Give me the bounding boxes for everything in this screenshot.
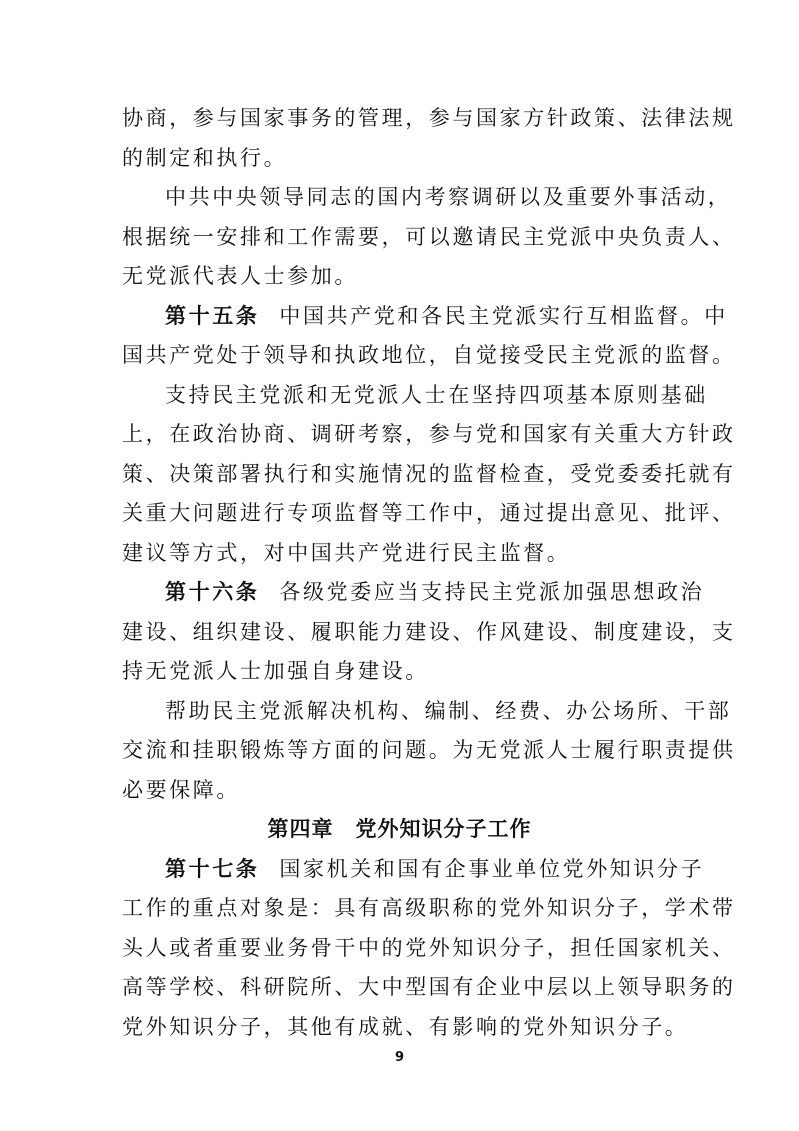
paragraph-line: 持无党派人士加强自身建设。 — [122, 659, 429, 683]
chapter-title: 第四章 党外知识分子工作 — [267, 817, 532, 841]
paragraph-line: 关重大问题进行专项监督等工作中，通过提出意见、批评、 — [122, 501, 736, 525]
paragraph-line: 协商，参与国家事务的管理，参与国家方针政策、法律法规 — [122, 106, 736, 130]
paragraph-line: 无党派代表人士参加。 — [122, 264, 358, 288]
paragraph-line: 工作的重点对象是：具有高级职称的党外知识分子，学术带 — [122, 896, 736, 920]
article-16-heading: 第十六条 — [165, 580, 260, 604]
paragraph-line: 中共中央领导同志的国内考察调研以及重要外事活动， — [165, 185, 732, 209]
paragraph-line: 策、决策部署执行和实施情况的监督检查，受党委委托就有 — [122, 462, 736, 486]
article-16-text: 各级党委应当支持民主党派加强思想政治 — [279, 580, 705, 604]
article-17-first-line — [165, 855, 704, 883]
paragraph-line: 上，在政治协商、调研考察，参与党和国家有关重大方针政 — [122, 422, 736, 446]
paragraph-line: 高等学校、科研院所、大中型国有企业中层以上领导职务的 — [122, 975, 736, 999]
paragraph-line: 建设、组织建设、履职能力建设、作风建设、制度建设，支 — [122, 620, 736, 644]
paragraph-line: 党外知识分子，其他有成就、有影响的党外知识分子。 — [122, 1015, 689, 1039]
paragraph-line: 的制定和执行。 — [122, 146, 288, 170]
paragraph-line: 帮助民主党派解决机构、编制、经费、办公场所、干部 — [165, 699, 732, 723]
paragraph-line: 建议等方式，对中国共产党进行民主监督。 — [122, 541, 571, 565]
paragraph-line: 支持民主党派和无党派人士在坚持四项基本原则基础 — [165, 383, 708, 407]
article-15-text: 中国共产党和各民主党派实行互相监督。中 — [279, 304, 728, 328]
article-16-first-line — [165, 578, 704, 606]
paragraph-line: 根据统一安排和工作需要，可以邀请民主党派中央负责人、 — [122, 225, 736, 249]
article-15-heading: 第十五条 — [165, 304, 260, 328]
paragraph-line: 必要保障。 — [122, 778, 240, 802]
paragraph-line: 交流和挂职锻炼等方面的问题。为无党派人士履行职责提供 — [122, 738, 736, 762]
article-17-text: 国家机关和国有企事业单位党外知识分子 — [279, 857, 705, 881]
article-15-first-line — [165, 302, 728, 330]
paragraph-line: 头人或者重要业务骨干中的党外知识分子，担任国家机关、 — [122, 936, 736, 960]
paragraph-line: 国共产党处于领导和执政地位，自觉接受民主党派的监督。 — [122, 343, 736, 367]
article-17-heading: 第十七条 — [165, 857, 260, 881]
page-number: 9 — [394, 1050, 405, 1065]
